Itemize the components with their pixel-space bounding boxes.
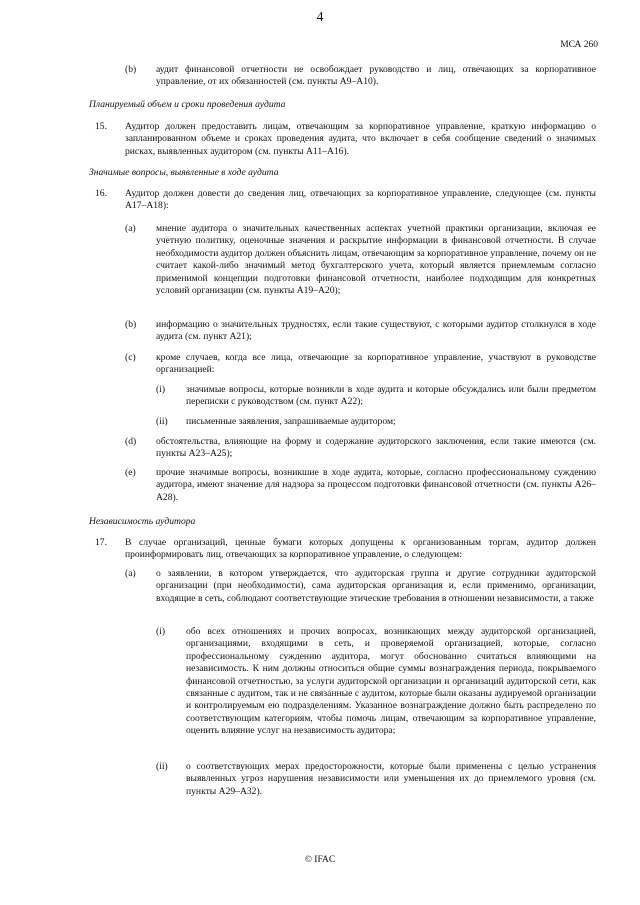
paragraph-16-number: 16. — [95, 188, 107, 199]
page-number: 4 — [316, 10, 324, 25]
item-b-top-label: (b) — [125, 64, 137, 75]
paragraph-16c-text: кроме случаев, когда все лица, отвечающие за корпоративное управление, участвуют в руководстве организацией: — [156, 352, 596, 376]
paragraph-16a-label: (a) — [125, 223, 136, 234]
paragraph-17a-ii-text: о соответствующих мерах предосторожности, которые были применены с целью устранения выявленных угроз нарушения независимости или уменьшения их до приемлемого уровня (см. пункты A29–A32). — [186, 761, 596, 797]
paragraph-17-number: 17. — [95, 537, 107, 548]
paragraph-16c-ii-text: письменные заявления, запрашиваемые аудитором; — [186, 416, 396, 427]
paragraph-16b-label: (b) — [125, 319, 137, 330]
item-b-top-text: аудит финансовой отчетности не освобождает руководство и лиц, отвечающих за корпоративное управление, от их обязанностей (см. пункты A9–A10). — [156, 64, 596, 88]
footer-copyright: © IFAC — [304, 855, 336, 865]
paragraph-16c-i-label: (i) — [156, 384, 166, 395]
paragraph-17-text: В случае организаций, ценные бумаги которых допущены к организованным торгам, аудитор должен проинформировать лиц, отвечающих за корпоративное управление, о следующем: — [125, 537, 596, 561]
standard-code: МСА 260 — [560, 40, 598, 50]
paragraph-16c-label: (c) — [125, 352, 136, 363]
paragraph-17a-ii-label: (ii) — [156, 761, 168, 772]
paragraph-16d-text: обстоятельства, влияющие на форму и содержание аудиторского заключения, если такие имеются (см. пункты A23–A25); — [156, 436, 596, 460]
paragraph-17a-text: о заявлении, в котором утверждается, что аудиторская группа и другие сотрудники аудиторской организации (при необходимости), сама аудиторская организация и, если применимо, организации, входящие в сеть, соблюдают соответствующие этические требования в отношении независимости, а также — [156, 568, 596, 604]
paragraph-17a-i-label: (i) — [156, 626, 166, 637]
paragraph-16e-label: (e) — [125, 467, 136, 478]
paragraph-17a-i-text: обо всех отношениях и прочих вопросах, возникающих между аудиторской организацией, организациями, входящими в сеть, и проверяемой организацией, которые, согласно профессиональному суждению аудитора, могут обоснованно считаться влияющими на независимость. К ним должны относиться общие суммы вознаграждения периода, покрываемого финансовой отчетностью, за услуги аудиторской организации и организаций аудиторской сети, как связанные с аудитом, так и не связанные с аудитом, которые были оказаны аудируемой организации и контролируемым ею подразделениям. Указанное вознаграждение должно быть распределено по соответствующим категориям, чтобы помочь лицам, отвечающим за корпоративное управление, оценить влияние услуг на независимость аудитора; — [186, 626, 596, 737]
paragraph-15-number: 15. — [95, 121, 107, 132]
paragraph-16b-text: информацию о значительных трудностях, если такие существуют, с которыми аудитор столкнулся в ходе аудита (см. пункт A21); — [156, 319, 596, 343]
paragraph-17a-label: (a) — [125, 568, 136, 579]
paragraph-16e-text: прочие значимые вопросы, возникшие в ходе аудита, которые, согласно профессиональному суждению аудитора, имеют значение для надзора за процессом подготовки финансовой отчетности (см. пункты A26–A28). — [156, 467, 596, 503]
section-heading-planned-scope: Планируемый объем и сроки проведения аудита — [89, 99, 286, 110]
section-heading-independence: Независимость аудитора — [89, 516, 196, 527]
paragraph-15-text: Аудитор должен предоставить лицам, отвечающим за корпоративное управление, краткую информацию о запланированном объеме и сроках проведения аудита, что включает в себя сообщение сведений о значимых рисках, выявленных аудитором (см. пункты A11–A16). — [125, 121, 596, 157]
paragraph-16-text: Аудитор должен довести до сведения лиц, отвечающих за корпоративное управление, следующее (см. пункты A17–A18): — [125, 188, 596, 212]
paragraph-16c-i-text: значимые вопросы, которые возникли в ходе аудита и которые обсуждались или были предметом переписки с руководством (см. пункт A22); — [186, 384, 596, 408]
section-heading-significant-matters: Значимые вопросы, выявленные в ходе аудита — [89, 167, 279, 178]
paragraph-16a-text: мнение аудитора о значительных качественных аспектах учетной практики организации, включая ее учетную политику, оценочные значения и раскрытие информации в финансовой отчетности. В случае необходимости аудитор должен объяснить лицам, отвечающим за корпоративное управление, почему он не считает какой-либо значимый метод бухгалтерского учета, который является приемлемым согласно применимой концепции подготовки финансовой отчетности, наиболее подходящим для конкретных условий организации (см. пункты A19–A20); — [156, 223, 596, 297]
paragraph-16d-label: (d) — [125, 436, 137, 447]
paragraph-16c-ii-label: (ii) — [156, 416, 168, 427]
